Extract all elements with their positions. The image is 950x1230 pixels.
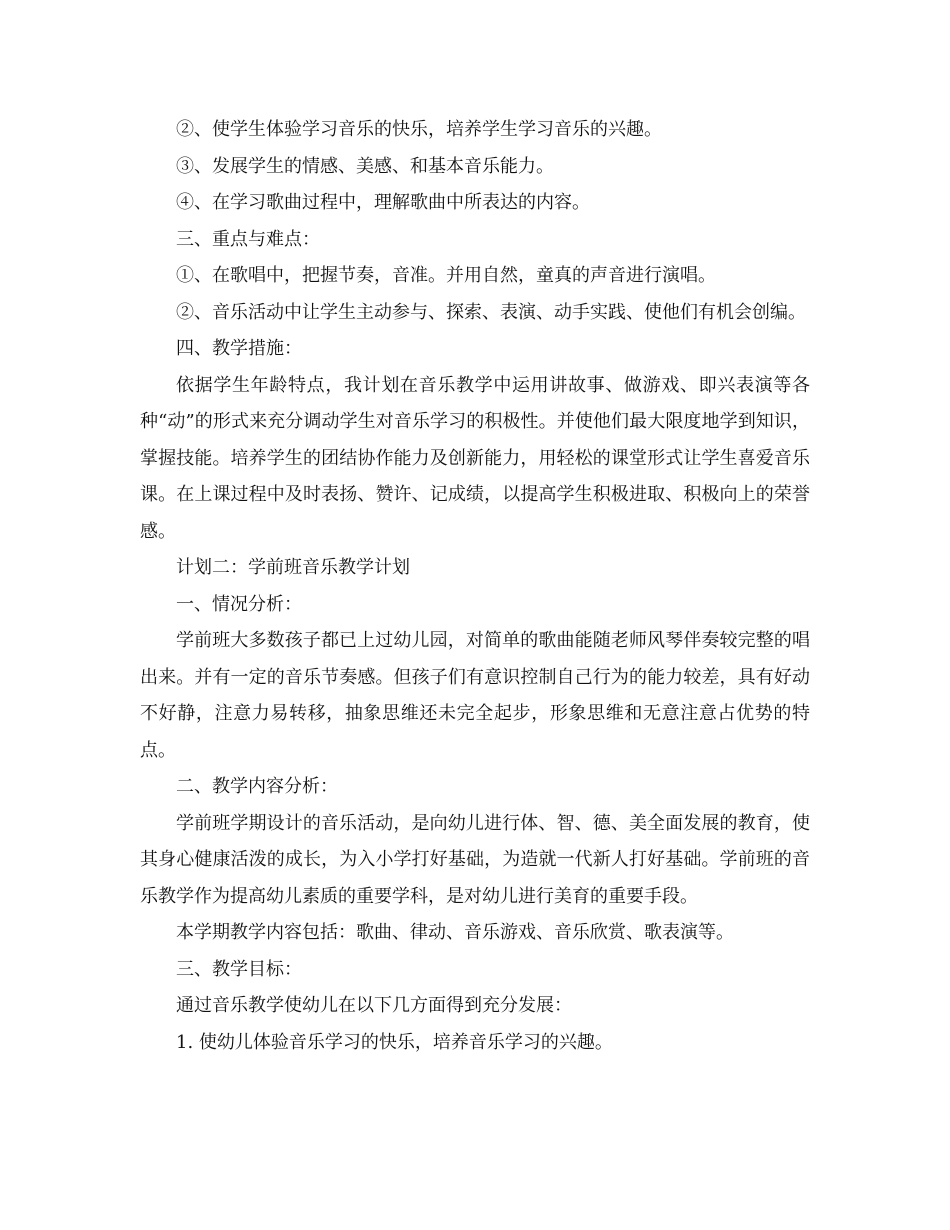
heading-situation-analysis: 一、情况分析： [176, 593, 302, 615]
paragraph-goal-4: ④、在学习歌曲过程中，理解歌曲中所表达的内容。 [176, 192, 590, 213]
paragraph-teaching-measures: 依据学生年龄特点，我计划在音乐教学中运用讲故事、做游戏、即兴表演等各种“动”的形式来充分调动学生对音乐学习的积极性。并使他们最大限度地学到知识，掌握技能。培养学生的团结协作能力及创新能力，用轻松的课堂形式让学生喜爱音乐课。在上课过程中及时表扬、赞许、记成绩，以提高学生积极进取、积极向上的荣誉感。 [140, 374, 810, 542]
heading-plan-two: 计划二：学前班音乐教学计划 [176, 557, 410, 578]
paragraph-key-point-1: ①、在歌唱中，把握节奏，音准。并用自然，童真的声音进行演唱。 [176, 265, 716, 286]
heading-key-points: 三、重点与难点： [176, 228, 320, 250]
list-item-goal-1: 1. 使幼儿体验音乐学习的快乐，培养音乐学习的兴趣。 [176, 1031, 613, 1053]
heading-teaching-goals: 三、教学目标： [176, 958, 302, 980]
document-page [140, 112, 810, 1061]
paragraph-goals-intro: 通过音乐教学使幼儿在以下几方面得到充分发展： [176, 995, 572, 1016]
paragraph-content-analysis: 学前班学期设计的音乐活动，是向幼儿进行体、智、德、美全面发展的教育，使其身心健康活泼的成长，为入小学打好基础，为造就一代新人打好基础。学前班的音乐教学作为提高幼儿素质的重要学科，是对幼儿进行美育的重要手段。 [140, 812, 810, 907]
paragraph-semester-content: 本学期教学内容包括：歌曲、律动、音乐游戏、音乐欣赏、歌表演等。 [176, 922, 734, 943]
paragraph-situation-analysis: 学前班大多数孩子都已上过幼儿园，对简单的歌曲能随老师风琴伴奏较完整的唱出来。并有一定的音乐节奏感。但孩子们有意识控制自己行为的能力较差，具有好动不好静，注意力易转移，抽象思维还未完全起步，形象思维和无意注意占优势的特点。 [140, 630, 810, 761]
paragraph-key-point-2: ②、音乐活动中让学生主动参与、探索、表演、动手实践、使他们有机会创编。 [176, 301, 806, 323]
heading-teaching-measures: 四、教学措施： [176, 338, 302, 359]
paragraph-goal-3: ③、发展学生的情感、美感、和基本音乐能力。 [176, 155, 554, 177]
paragraph-goal-2: ②、使学生体验学习音乐的快乐，培养学生学习音乐的兴趣。 [176, 119, 662, 140]
heading-content-analysis: 二、教学内容分析： [176, 776, 338, 797]
